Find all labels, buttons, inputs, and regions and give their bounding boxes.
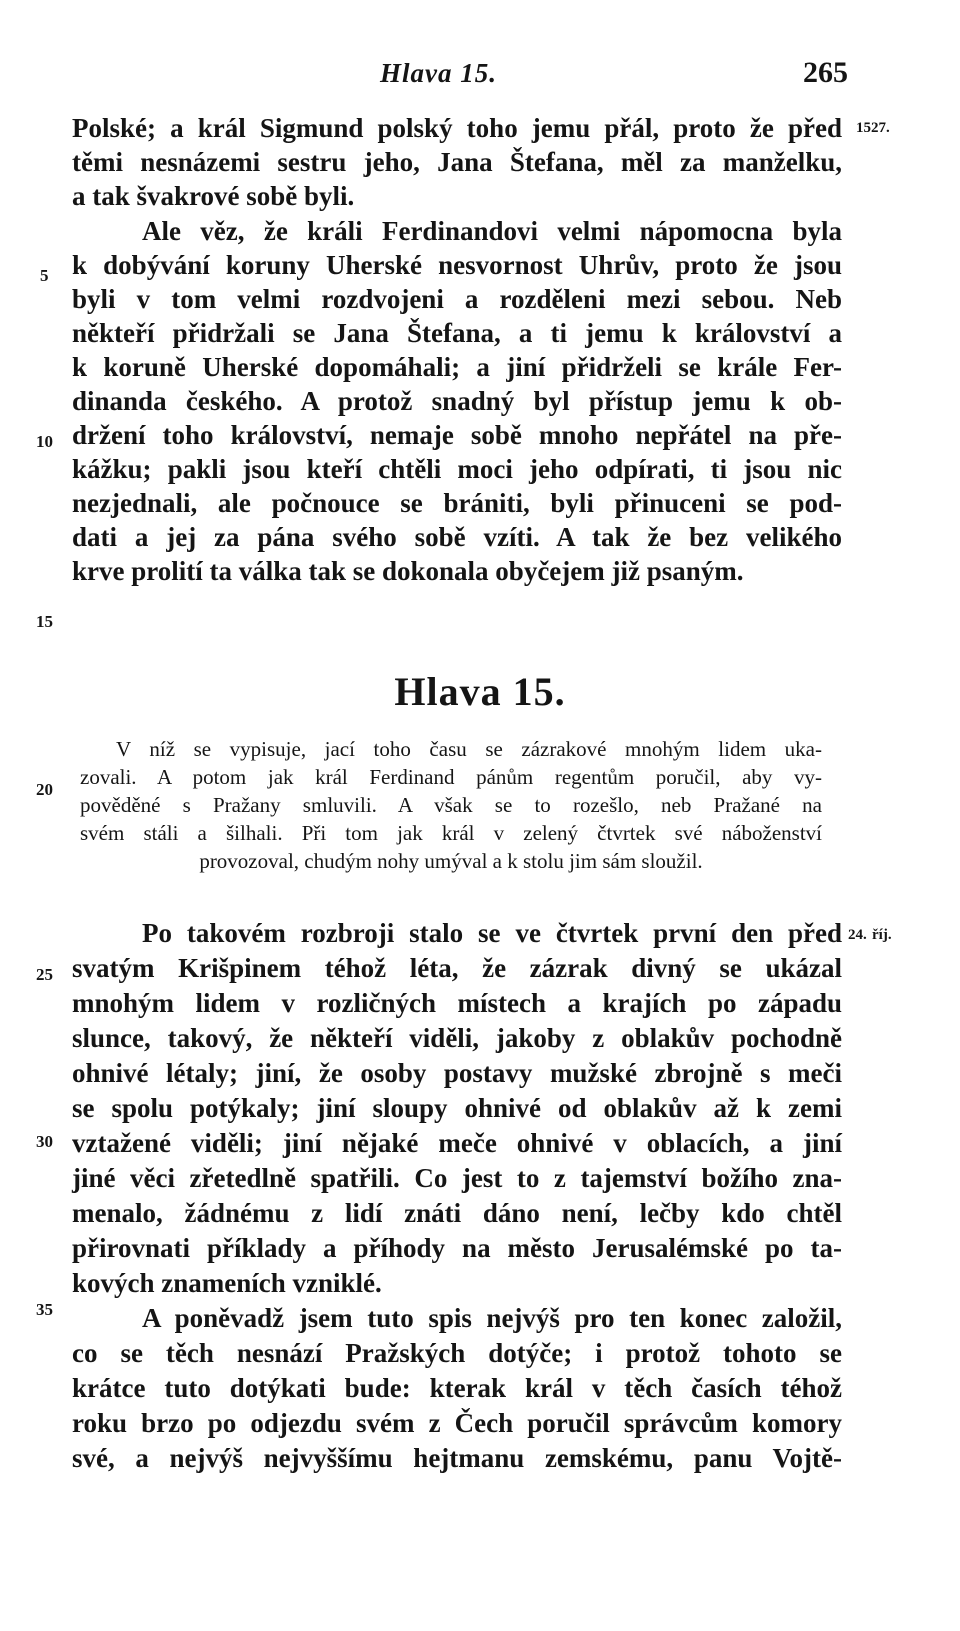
text-line: dinanda českého. A protož snadný byl přístup jemu k ob- xyxy=(72,386,842,416)
text-line: Ale věz, že králi Ferdinandovi velmi nápomocna byla xyxy=(142,216,842,246)
text-line: své, a nejvýš nejvyššímu hejtmanu zemskému, panu Vojtě- xyxy=(72,1443,842,1473)
text-line: kových znameních vzniklé. xyxy=(72,1268,382,1298)
text-line: roku brzo po odjezdu svém z Čech poručil správcům komory xyxy=(72,1408,842,1438)
text-line: co se těch nesnází Pražských dotýče; i protož tohoto se xyxy=(72,1338,842,1368)
text-line: vztažené viděli; jiní nějaké meče ohnivé v oblacích, a jiní xyxy=(72,1128,842,1158)
line-number: 15 xyxy=(36,612,53,631)
text-line: krátce tuto dotýkati bude: kterak král v těch časích téhož xyxy=(72,1373,842,1403)
page-number: 265 xyxy=(803,56,848,89)
text-line: Polské; a král Sigmund polský toho jemu přál, proto že před xyxy=(72,113,842,143)
text-line: ohnivé létaly; jiní, že osoby postavy mužské zbrojně s meči xyxy=(72,1058,842,1088)
summary-line: zovali. A potom jak král Ferdinand pánům regentům poručil, aby vy- xyxy=(80,765,822,789)
summary-line: provozoval, chudým nohy umýval a k stolu jim sám sloužil. xyxy=(199,849,703,873)
margin-year-note: 1527. xyxy=(856,120,890,136)
line-number: 20 xyxy=(36,780,53,799)
text-line: A poněvadž jsem tuto spis nejvýš pro ten konec založil, xyxy=(142,1303,842,1333)
line-number: 35 xyxy=(36,1300,53,1319)
margin-date-day: 24. xyxy=(848,927,867,943)
line-number: 25 xyxy=(36,965,53,984)
text-line: slunce, takový, že někteří viděli, jakoby z oblakův pochodně xyxy=(72,1023,842,1053)
chapter-heading: Hlava 15. xyxy=(394,669,566,714)
text-line: k dobývání koruny Uherské nesvornost Uhrův, proto že jsou xyxy=(72,250,842,280)
text-line: byli v tom velmi rozdvojeni a rozděleni mezi sebou. Neb xyxy=(72,284,842,314)
text-line: se spolu potýkaly; jiní sloupy ohnivé od oblakův až k zemi xyxy=(72,1093,842,1123)
text-line: menalo, žádnému z lidí znáti dáno není, lečby kdo chtěl xyxy=(72,1198,842,1228)
text-line: těmi nesnázemi sestru jeho, Jana Štefana, měl za manželku, xyxy=(72,147,842,177)
line-number: 5 xyxy=(40,266,49,285)
text-line: a tak švakrové sobě byli. xyxy=(72,181,355,211)
text-line: někteří přidržali se Jana Štefana, a ti jemu k království a xyxy=(72,318,842,348)
summary-line: V níž se vypisuje, jací toho času se zázrakové mnohým lidem uka- xyxy=(116,737,822,761)
summary-line: pověděné s Pražany smluvili. A však se to rozešlo, neb Pražané na xyxy=(80,793,822,817)
text-line: kážku; pakli jsou kteří chtěli moci jeho odpírati, ti jsou nic xyxy=(72,454,842,484)
text-line: nezjednali, ale počnouce se brániti, byli přinuceni se pod- xyxy=(72,488,842,518)
text-line: jiné věci zřetedlně spatřili. Co jest to z tajemství božího zna- xyxy=(72,1163,842,1193)
line-number: 10 xyxy=(36,432,53,451)
text-line: přirovnati příklady a příhody na město Jerusalémské po ta- xyxy=(72,1233,842,1263)
text-line: krve prolití ta válka tak se dokonala obyčejem již psaným. xyxy=(72,556,744,586)
page-header xyxy=(0,58,960,98)
summary-line: svém stáli a šilhali. Při tom jak král v zelený čtvrtek své náboženství xyxy=(80,821,822,845)
text-line: Po takovém rozbroji stalo se ve čtvrtek první den před xyxy=(142,918,842,948)
line-number: 30 xyxy=(36,1132,53,1151)
text-line: držení toho království, nemaje sobě mnoho nepřátel na pře- xyxy=(72,420,842,450)
running-title: Hlava 15. xyxy=(380,58,497,88)
margin-date-month: říj. xyxy=(872,927,892,943)
text-line: svatým Krišpinem téhož léta, že zázrak divný se ukázal xyxy=(72,953,842,983)
text-line: k koruně Uherské dopomáhali; a jiní přidrželi se krále Fer- xyxy=(72,352,842,382)
text-line: dati a jej za pána svého sobě vzíti. A tak že bez velikého xyxy=(72,522,842,552)
text-line: mnohým lidem v rozličných místech a krajích po západu xyxy=(72,988,842,1018)
